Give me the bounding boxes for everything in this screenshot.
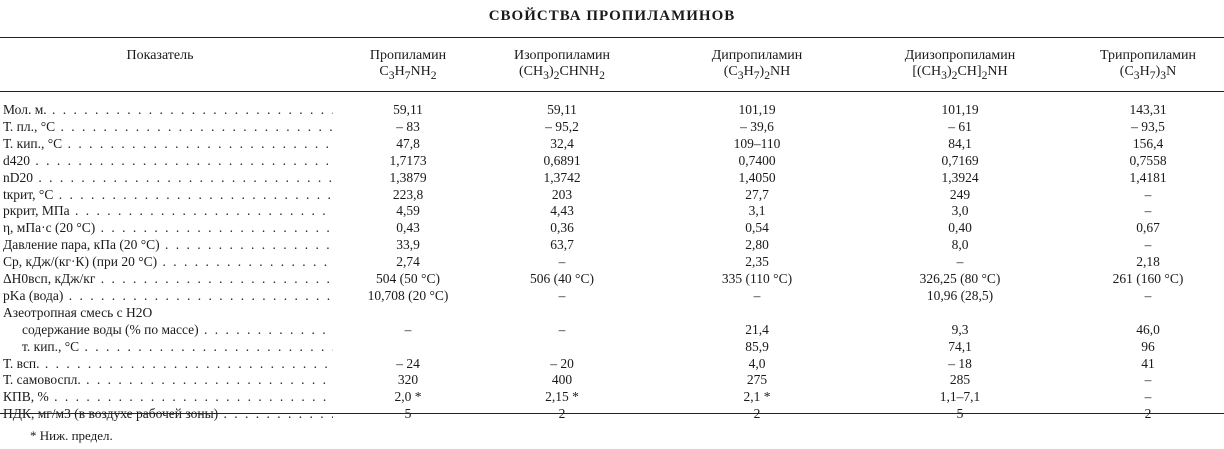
cell-value: 1,3924 [941,169,979,185]
cell-value: 326,25 (80 °С) [919,271,1001,286]
table-row [0,120,1224,134]
cell-value: 1,4181 [1129,169,1167,185]
cell-value: 1,3742 [543,169,581,185]
cell-value: 101,19 [738,102,776,117]
cell-value: – [1144,186,1152,202]
row-label: Т. всп. . . . [3,357,333,371]
cell-value: 96 [1141,338,1155,354]
cell-value: 1,4050 [738,169,776,185]
cell-value: 2 [1144,406,1152,422]
header-col-name: Изопропиламин [513,48,611,63]
cell-value: 3,1 [748,203,766,219]
cell-value: – [558,287,566,303]
cell-value: – 95,2 [545,118,579,134]
table-row [0,204,1224,218]
table-row [0,407,1224,421]
cell-value: 2 [753,406,761,422]
row-label: т. кип., °С . . . [22,340,333,354]
table-row [0,306,1224,320]
header-col-name: Пропиламин [369,48,447,63]
top-rule [0,37,1224,38]
bottom-rule [0,413,1224,414]
cell-value: – [558,321,566,337]
cell-value: 1,7173 [389,152,427,168]
cell-value: 33,9 [396,237,420,253]
header-col-diisopropylamine [880,48,1040,84]
cell-value: 4,59 [396,203,420,219]
header-rule [0,91,1224,92]
header-col-formula: $(CH_3)_2CHNH_2$ [519,64,605,82]
cell-value: 0,7400 [738,152,776,168]
row-label: nD20 . . . [3,171,333,185]
cell-value: 101,19 [941,102,979,117]
cell-value: 1,3879 [389,169,427,185]
cell-value: 0,6891 [543,152,581,168]
table-row [0,289,1224,303]
row-label: d420 . . . [3,154,333,168]
cell-value: 2,74 [396,254,420,270]
cell-value: 59,11 [547,102,577,117]
table-row [0,221,1224,235]
table-row [0,272,1224,286]
table-row [0,171,1224,185]
cell-value: 0,7558 [1129,152,1167,168]
header-col-dipropylamine [677,48,837,84]
cell-value: 1,1–7,1 [939,389,981,405]
cell-value: 32,4 [550,135,574,151]
cell-value: – [956,254,964,270]
table-row [0,154,1224,168]
cell-value: 59,11 [393,102,423,117]
row-label: ПДК, мг/м3 (в воздухе рабочей зоны) . . . [3,407,333,421]
cell-value: 0,43 [396,220,420,236]
table-row [0,340,1224,354]
cell-value: 5 [404,406,412,422]
row-label: содержание воды (% по массе) . . . [22,323,333,337]
cell-value: 0,7169 [941,152,979,168]
cell-value: – [1144,237,1152,253]
cell-value: 156,4 [1132,135,1164,151]
header-col-isopropylamine [482,48,642,84]
cell-value: 275 [746,372,768,388]
cell-value: 109–110 [733,135,781,151]
cell-value: 0,67 [1136,220,1160,236]
cell-value: 249 [949,186,971,202]
table-row [0,373,1224,387]
header-col-formula: $C_3H_7NH_2$ [379,64,437,82]
row-label: tкрит, °С . . . [3,188,333,202]
cell-value: – 61 [948,118,972,134]
header-col-name: Диизопропиламин [904,48,1016,63]
table-row [0,390,1224,404]
cell-value: – [753,287,761,303]
header-col-name: Трипропиламин [1099,48,1197,63]
cell-value: 2,1 * [743,389,771,405]
cell-value: 63,7 [550,237,574,253]
cell-value: – 83 [396,118,420,134]
cell-value: – 18 [948,355,972,371]
cell-value: 335 (110 °С) [721,271,793,286]
cell-value: 2,35 [745,254,769,270]
cell-value: 2,18 [1136,254,1160,270]
cell-value: 285 [949,372,971,388]
cell-value: 0,36 [550,220,574,236]
cell-value: 0,54 [745,220,769,236]
row-label: Т. кип., °С . . . [3,137,333,151]
cell-value: – [1144,203,1152,219]
cell-value: – [1144,389,1152,405]
row-label: Мол. м. . . . [3,103,333,117]
cell-value: – 20 [550,355,574,371]
cell-value: 5 [956,406,964,422]
cell-value: 504 (50 °С) [376,271,440,286]
cell-value: 4,43 [550,203,574,219]
cell-value: – [1144,372,1152,388]
table-row [0,357,1224,371]
cell-value: 320 [397,372,419,388]
cell-value: 0,40 [948,220,972,236]
cell-value: 203 [551,186,573,202]
row-label: Т. пл., °С . . . [3,120,333,134]
row-label: η, мПа·с (20 °С) . . . [3,221,333,235]
cell-value: 223,8 [392,186,424,202]
header-col-propylamine [328,48,488,84]
cell-value: 2 [558,406,566,422]
table-title: СВОЙСТВА ПРОПИЛАМИНОВ [488,8,736,24]
cell-value: 8,0 [951,237,969,253]
row-label: Т. самовоспл. . . . [3,373,333,387]
cell-value: 46,0 [1136,321,1160,337]
cell-value: 47,8 [396,135,420,151]
cell-value: – 93,5 [1131,118,1165,134]
row-label: КПВ, % . . . [3,390,333,404]
cell-value: – [558,254,566,270]
cell-value: 27,7 [745,186,769,202]
row-label: Азеотропная смесь с H2O [3,305,153,320]
footnote: * Ниж. предел. [30,428,113,443]
cell-value: 74,1 [948,338,972,354]
cell-value: 506 (40 °С) [530,271,594,286]
cell-value: – [404,321,412,337]
row-label: pKa (вода) . . . [3,289,333,303]
header-col-formula: $[(CH_3)_2CH]_2NH$ [912,64,1008,82]
cell-value: 41 [1141,355,1155,371]
table-row [0,323,1224,337]
cell-value: 9,3 [951,321,969,337]
cell-value: 10,708 (20 °С) [367,287,449,303]
cell-value: 84,1 [948,135,972,151]
header-param: Показатель [126,48,194,63]
row-label: Cp, кДж/(кг·К) (при 20 °С) . . . [3,255,333,269]
header-col-name: Дипропиламин [711,48,803,63]
cell-value: 4,0 [748,355,766,371]
cell-value: – 39,6 [740,118,774,134]
cell-value: 85,9 [745,338,769,354]
cell-value: 2,15 * [545,389,579,405]
cell-value: 21,4 [745,321,769,337]
table-row [0,188,1224,202]
row-label: ΔH0всп, кДж/кг . . . [3,272,333,286]
table-row [0,238,1224,252]
cell-value: 2,0 * [394,389,422,405]
cell-value: 2,80 [745,237,769,253]
cell-value: – [1144,287,1152,303]
row-label: pкрит, МПа . . . [3,204,333,218]
cell-value: 261 (160 °С) [1112,271,1184,286]
table-row [0,103,1224,117]
cell-value: 143,31 [1129,102,1167,117]
header-col-formula: $(C_3H_7)_2NH$ [723,64,791,82]
header-col-tripropylamine [1068,48,1224,84]
cell-value: 3,0 [951,203,969,219]
cell-value: 400 [551,372,573,388]
header-col-formula: $(C_3H_7)_3N$ [1119,64,1177,82]
cell-value: 10,96 (28,5) [926,287,994,303]
row-label: Давление пара, кПа (20 °С) . . . [3,238,333,252]
cell-value: – 24 [396,355,420,371]
table-row [0,255,1224,269]
table-row [0,137,1224,151]
